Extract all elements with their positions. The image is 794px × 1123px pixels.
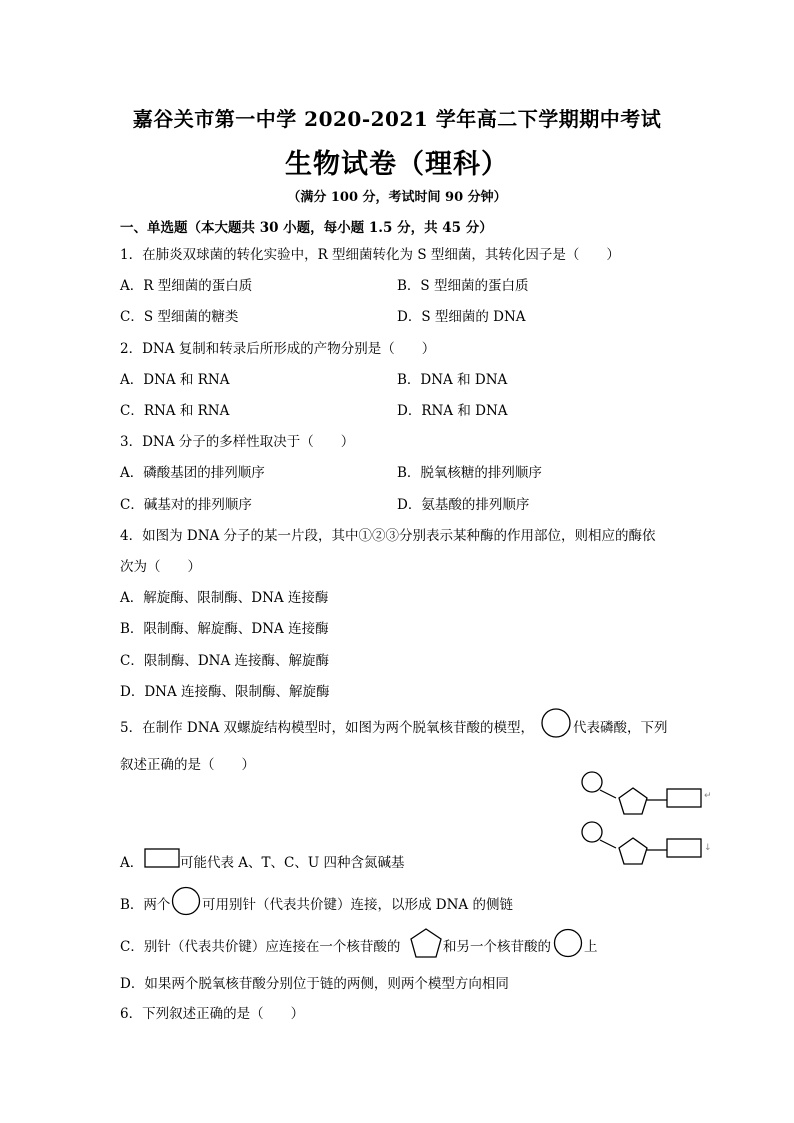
svg-text:↵: ↵ [704,791,712,801]
question-5-option-d: D．如果两个脱氧核苷酸分别位于链的两侧，则两个模型方向相同 [120,976,509,992]
question-4-option-b: B．限制酶、解旋酶、DNA 连接酶 [120,621,329,637]
question-1-option-d: D．S 型细菌的 DNA [397,309,526,325]
deoxyribose-pentagon-icon [409,927,443,959]
question-1-option-c: C．S 型细菌的糖类 [120,309,239,325]
question-5-option-b-prefix: B．两个 [120,897,171,913]
question-4-text-line2: 次为（ ） [120,559,201,575]
question-4-option-d: D．DNA 连接酶、限制酶、解旋酶 [120,684,330,700]
question-6-text: 6．下列叙述正确的是（ ） [120,1006,305,1022]
question-2-option-a: A．DNA 和 RNA [120,372,230,388]
question-5-option-a-prefix: A． [120,855,144,871]
exam-note: （满分 100 分，考试时间 90 分钟） [287,190,507,205]
question-4-option-c: C．限制酶、DNA 连接酶、解旋酶 [120,653,330,669]
question-3-text: 3．DNA 分子的多样性取决于（ ） [120,434,355,450]
question-3-option-a: A．磷酸基团的排列顺序 [120,465,265,481]
question-5-option-c-prefix: C．别针（代表共价键）应连接在一个核苷酸的 [120,939,401,955]
nucleotide-model-figure [578,768,718,888]
question-5-option-c-mid: 和另一个核苷酸的 [443,939,551,955]
question-1-option-a: A．R 型细菌的蛋白质 [120,278,253,294]
base-rectangle-icon [667,839,701,857]
question-5-option-b-text: 可用别针（代表共价键）连接，以形成 DNA 的侧链 [202,897,513,913]
phosphate-circle-icon [553,928,583,958]
question-5-text-part1: 5．在制作 DNA 双螺旋结构模型时，如图为两个脱氧核苷酸的模型， [120,720,535,736]
question-5-option-a-text: 可能代表 A、T、C、U 四种含氮碱基 [180,855,405,871]
question-3-option-c: C．碱基对的排列顺序 [120,497,252,513]
base-rectangle-icon [667,789,701,807]
question-5-option-c-suffix: 上 [584,939,598,955]
question-2-option-c: C．RNA 和 RNA [120,403,230,419]
question-1-option-b: B．S 型细菌的蛋白质 [397,278,529,294]
question-4-option-a: A．解旋酶、限制酶、DNA 连接酶 [120,590,329,606]
question-2-option-b: B．DNA 和 DNA [397,372,508,388]
deoxyribose-pentagon-icon [619,838,647,864]
question-3-option-d: D．氨基酸的排列顺序 [397,497,530,513]
question-5-text-part2: 代表磷酸，下列 [573,720,668,736]
section-title: 一、单选题（本大题共 30 小题，每小题 1.5 分，共 45 分） [120,220,493,236]
base-rectangle-icon [144,848,180,870]
svg-text:↓: ↓ [704,843,712,853]
question-2-text: 2．DNA 复制和转录后所形成的产物分别是（ ） [120,341,436,357]
question-2-option-d: D．RNA 和 DNA [397,403,508,419]
phosphate-circle-icon [582,772,602,792]
phosphate-circle-icon [540,707,572,739]
exam-title: 嘉谷关市第一中学 2020-2021 学年高二下学期期中考试 [132,107,662,131]
phosphate-circle-icon [171,886,201,916]
question-3-option-b: B．脱氧核糖的排列顺序 [397,465,542,481]
question-4-text-line1: 4．如图为 DNA 分子的某一片段，其中①②③分别表示某种酶的作用部位，则相应的酶依 [120,528,656,544]
phosphate-circle-icon [582,822,602,842]
subject-title: 生物试卷（理科） [285,149,509,180]
deoxyribose-pentagon-icon [619,788,647,814]
question-5-text-line2: 叙述正确的是（ ） [120,757,255,773]
question-1-text: 1．在肺炎双球菌的转化实验中，R 型细菌转化为 S 型细菌，其转化因子是（ ） [120,247,620,263]
